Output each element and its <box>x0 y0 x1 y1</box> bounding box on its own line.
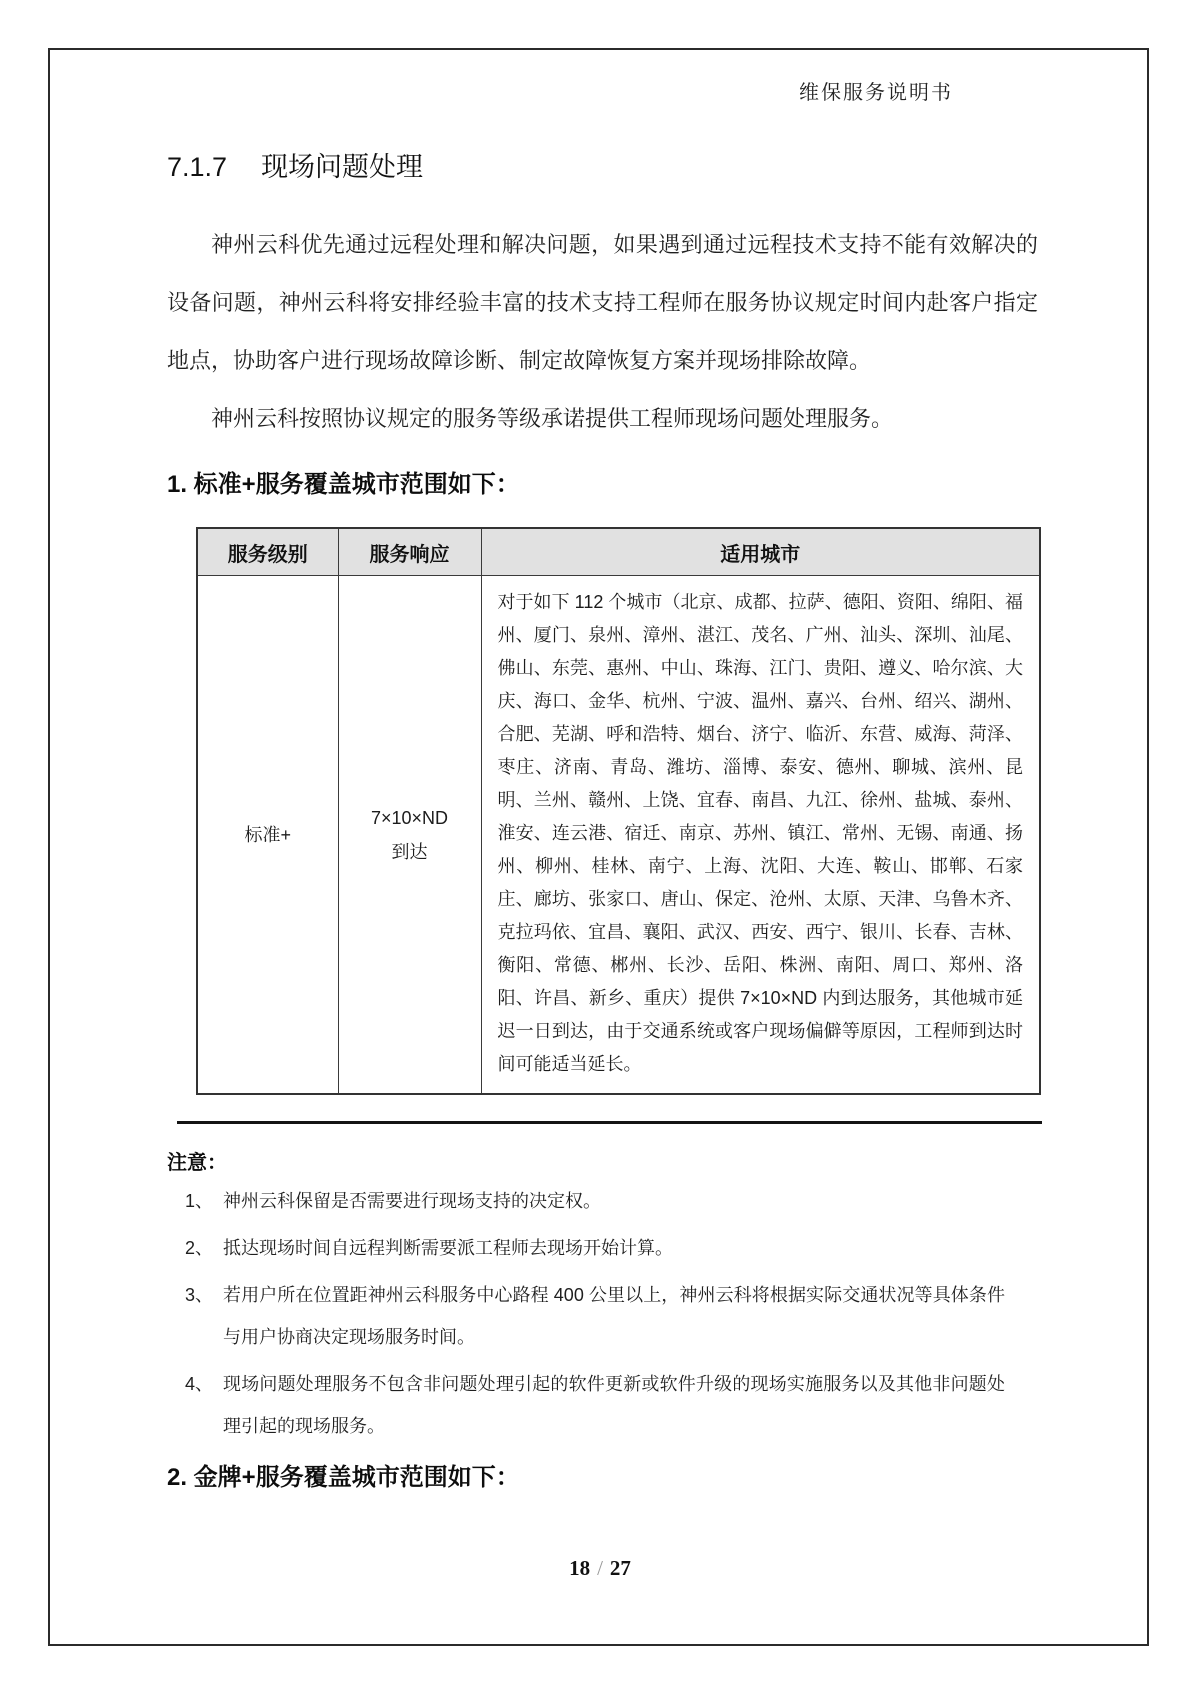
column-header-applicable-cities: 适用城市 <box>481 528 1040 576</box>
note-number: 2、 <box>185 1238 214 1258</box>
note-number: 4、 <box>185 1374 214 1394</box>
notes-title: 注意： <box>167 1152 227 1174</box>
page-number-total: 27 <box>609 1556 631 1580</box>
document-header-title: 维保服务说明书 <box>799 82 953 104</box>
table-header-row <box>197 528 1040 576</box>
horizontal-divider <box>177 1121 1042 1124</box>
page-number-current: 18 <box>569 1556 591 1580</box>
page-footer <box>0 1556 1200 1581</box>
list-heading-gold-plus: 2. 金牌+服务覆盖城市范围如下： <box>167 1464 520 1491</box>
page-border <box>48 48 1149 1646</box>
cell-service-response <box>338 576 481 1095</box>
document-header <box>167 76 1038 105</box>
note-text: 抵达现场时间自远程判断需要派工程师去现场开始计算。 <box>223 1238 673 1258</box>
service-coverage-table <box>196 527 1041 1095</box>
paragraph-intro: 神州云科优先通过远程处理和解决问题，如果遇到通过远程技术支持不能有效解决的设备问题，神州云科将安排经验丰富的技术支持工程师在服务协议规定时间内赴客户指定地点，协助客户进行现场故障诊断、制定故障恢复方案并现场排除故障。 <box>167 232 1038 373</box>
paragraph-commitment: 神州云科按照协议规定的服务等级承诺提供工程师现场问题处理服务。 <box>211 406 894 431</box>
table-row <box>197 576 1040 1095</box>
cell-applicable-cities: 对于如下 112 个城市（北京、成都、拉萨、德阳、资阳、绵阳、福州、厦门、泉州、漳州、湛江、茂名、广州、汕头、深圳、汕尾、佛山、东莞、惠州、中山、珠海、江门、贵阳、遵义、哈尔滨、大庆、海口、金华、杭州、宁波、温州、嘉兴、台州、绍兴、湖州、合肥、芜湖、呼和浩特、烟台、济宁、临沂、东营、威海、菏泽、枣庄、济南、青岛、潍坊、淄博、泰安、德州、聊城、滨州、昆明、兰州、赣州、上饶、宜春、南昌、九江、徐州、盐城、泰州、淮安、连云港、宿迁、南京、苏州、镇江、常州、无锡、南通、扬州、柳州、桂林、南宁、上海、沈阳、大连、鞍山、邯郸、石家庄、廊坊、张家口、唐山、保定、沧州、太原、天津、乌鲁木齐、克拉玛依、宜昌、襄阳、武汉、西安、西宁、银川、长春、吉林、衡阳、常德、郴州、长沙、岳阳、株洲、南阳、周口、郑州、洛阳、许昌、新乡、重庆）提供 7×10×ND 内到达服务，其他城市延迟一日到达，由于交通系统或客户现场偏僻等原因，工程师到达时间可能适当延长。 <box>481 576 1040 1095</box>
note-item-1 <box>167 1180 1038 1222</box>
response-line-1: 7×10×ND <box>370 807 449 828</box>
page-number-separator: / <box>597 1556 603 1580</box>
note-number: 3、 <box>185 1285 214 1305</box>
column-header-service-level: 服务级别 <box>197 528 338 576</box>
section-number: 7.1.7 <box>167 152 228 182</box>
page-content <box>50 50 1147 1492</box>
note-item-3 <box>167 1274 1038 1358</box>
section-heading <box>167 145 1038 184</box>
note-item-2 <box>167 1227 1038 1269</box>
section-title: 现场问题处理 <box>261 152 424 182</box>
list-heading-standard-plus: 1. 标准+服务覆盖城市范围如下： <box>167 471 520 498</box>
cell-service-level: 标准+ <box>197 576 338 1095</box>
note-text: 神州云科保留是否需要进行现场支持的决定权。 <box>223 1191 601 1211</box>
note-item-4 <box>167 1363 1038 1447</box>
note-text: 现场问题处理服务不包含非问题处理引起的软件更新或软件升级的现场实施服务以及其他非问题处理引起的现场服务。 <box>223 1374 1005 1436</box>
response-line-2: 到达 <box>391 841 428 862</box>
note-number: 1、 <box>185 1191 214 1211</box>
note-text: 若用户所在位置距神州云科服务中心路程 400 公里以上，神州云科将根据实际交通状况等具体条件与用户协商决定现场服务时间。 <box>223 1285 1005 1347</box>
column-header-service-response: 服务响应 <box>338 528 481 576</box>
